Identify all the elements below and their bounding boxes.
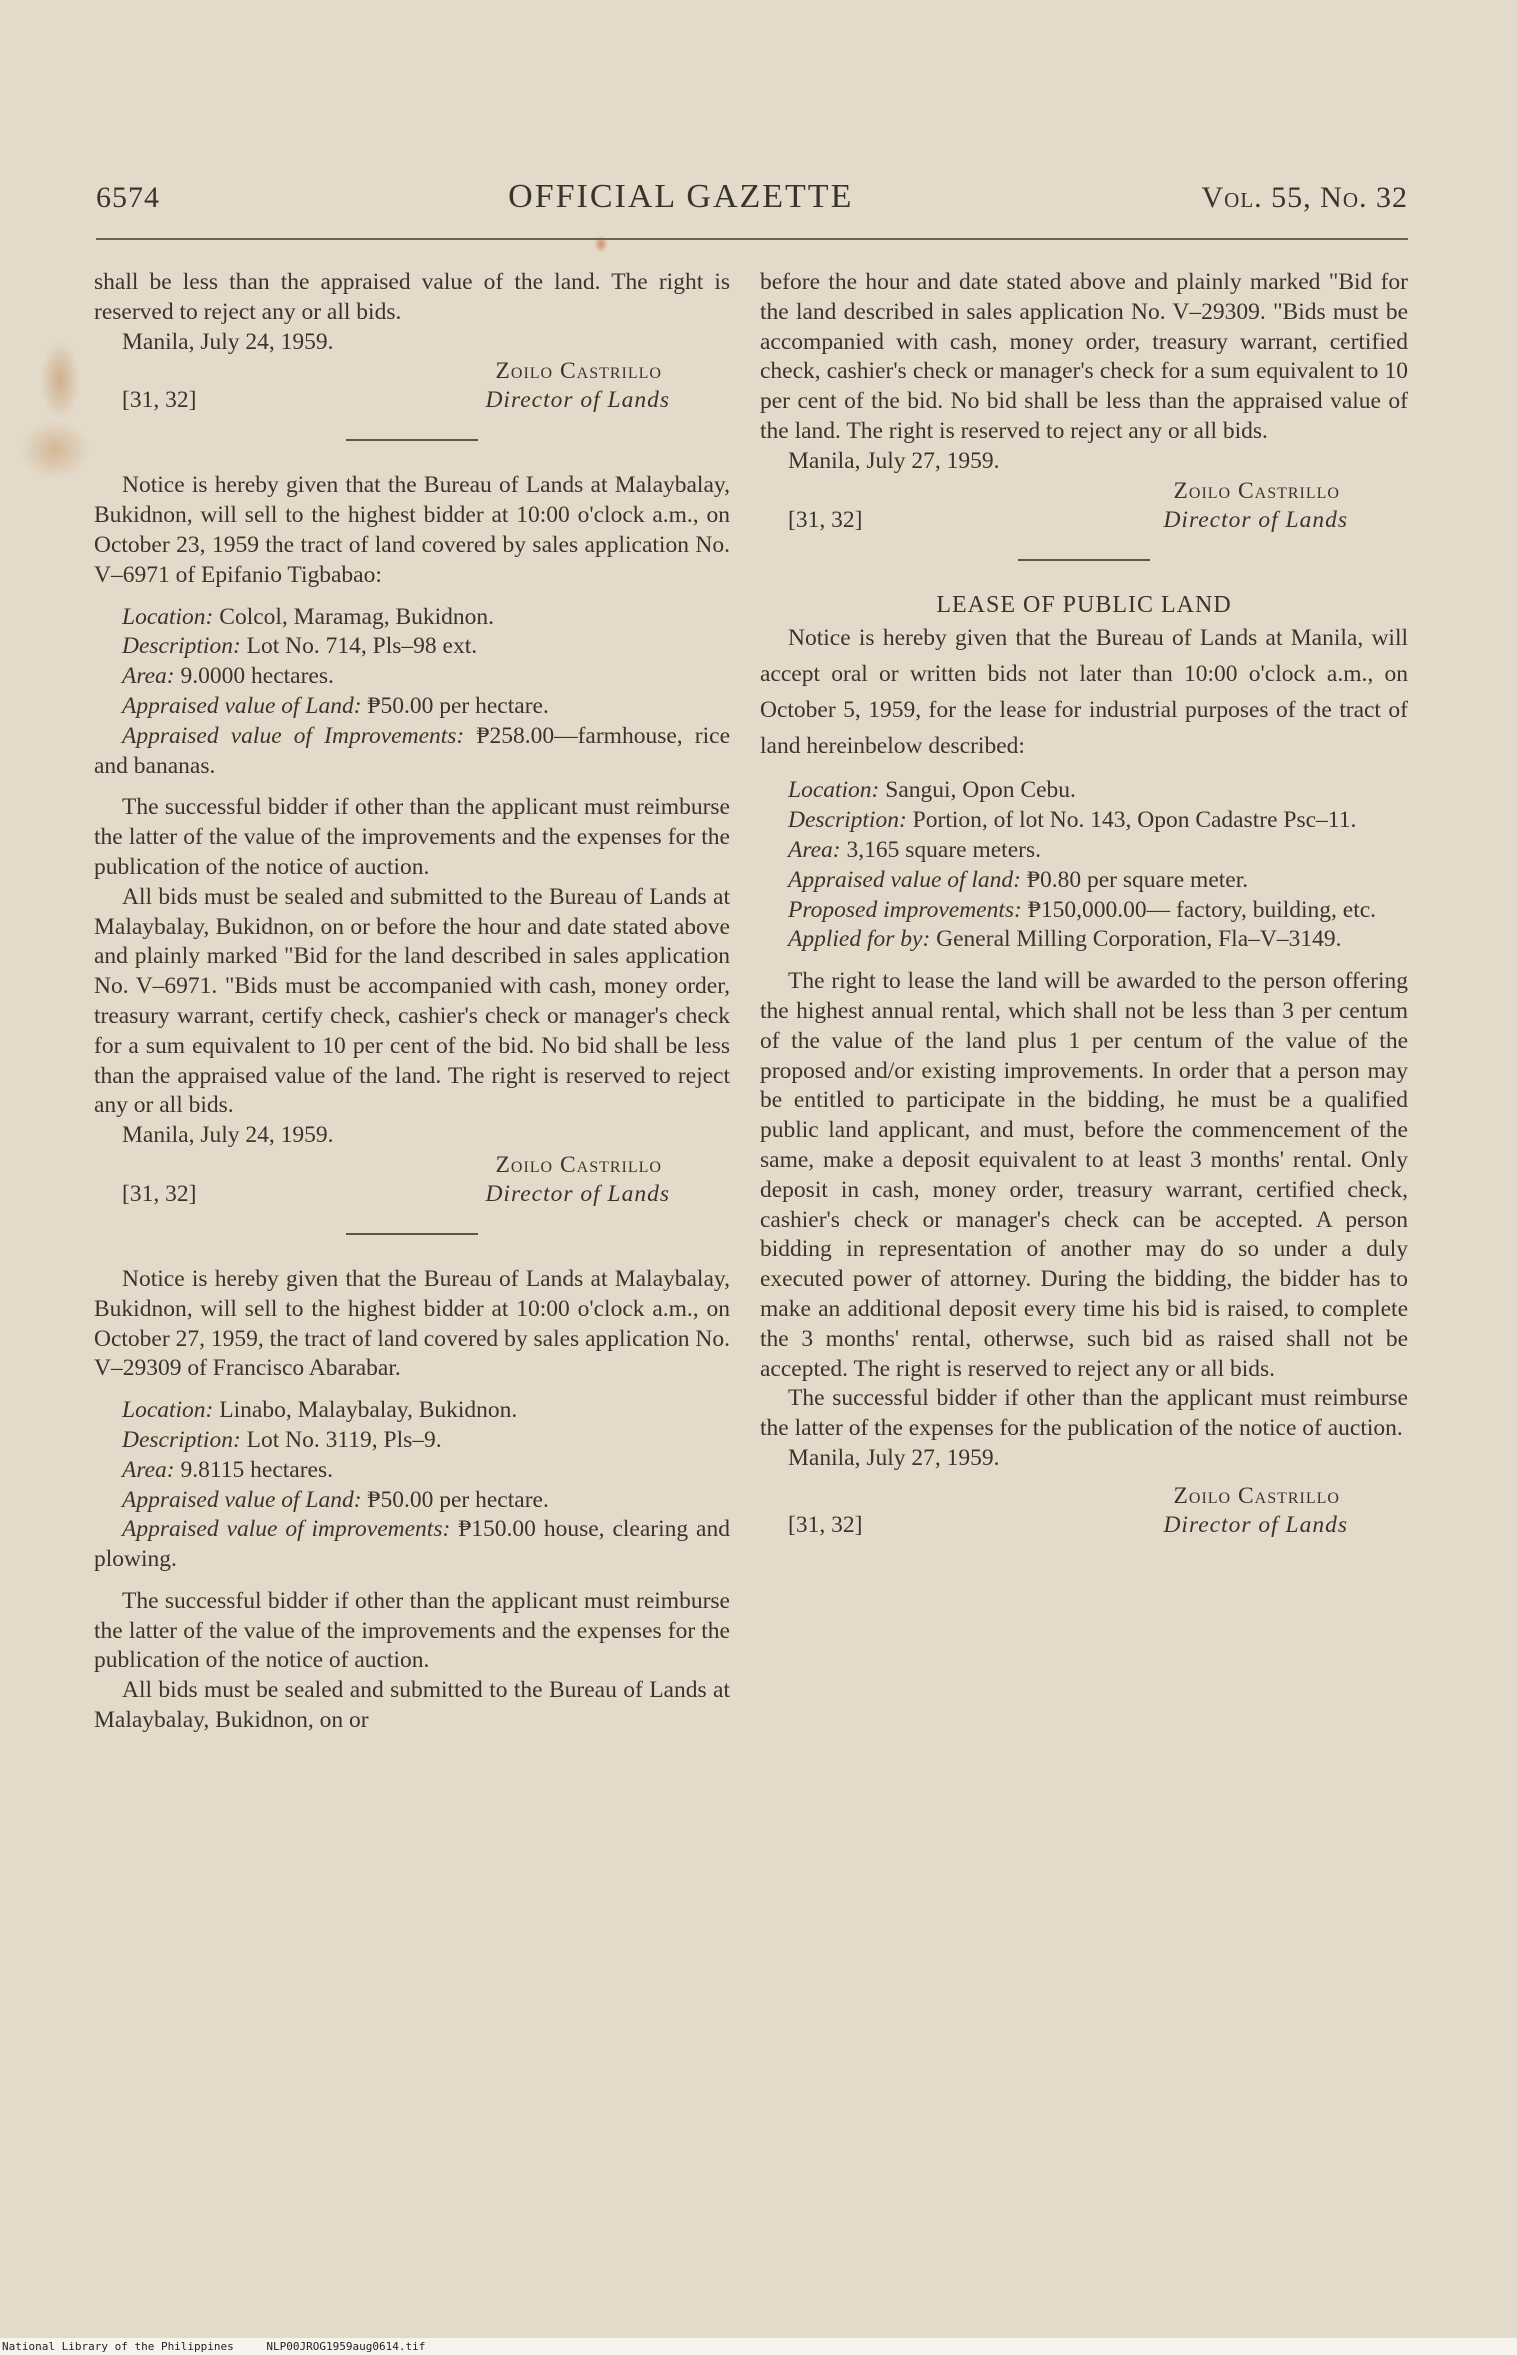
library-credit: National Library of the Philippines (2, 2340, 234, 2353)
issue-reference: [31, 32] (788, 506, 863, 533)
field-location: Location: Colcol, Maramag, Bukidnon. (122, 603, 495, 630)
field-area: Area: 9.8115 hectares. (122, 1456, 333, 1483)
field-proposed-improvements: Proposed improvements: ₱150,000.00— factory, building, etc. (788, 896, 1377, 923)
signature-block (760, 1482, 1408, 1542)
scan-footer (0, 2338, 1517, 2355)
section-divider (1018, 559, 1150, 561)
dateline: Manila, July 27, 1959. (788, 447, 1000, 474)
publication-title: OFFICIAL GAZETTE (508, 178, 854, 215)
notice-paragraph: The successful bidder if other than the applicant must reimburse the latter of the expenses for the publication of the notice of auction. (760, 1385, 1408, 1442)
field-location: Location: Sangui, Opon Cebu. (788, 777, 1076, 804)
dateline: Manila, July 24, 1959. (122, 1122, 334, 1149)
signatory-title: Director of Lands (485, 387, 670, 414)
notice-paragraph: All bids must be sealed and submitted to the Bureau of Lands at Malaybalay, Bukidnon, on or (94, 1677, 730, 1734)
notice-paragraph: The right to lease the land will be awarded to the person offering the highest annual rental, which shall not be less than 3 per centum of the value of the land plus 1 per centum of the value of the proposed and/or existing improvements. In order that a person may be entitled to participate in the bidding, he must be a qualified public land applicant, and must, before the commencement of the same, make a deposit equivalent to at least 3 months' rental. Only deposit in cash, money order, treasury warrant, certified check, cashier's check or manager's check can be accepted. A person bidding in representation of another may do so under a duly executed power of attorney. During the bidding, the bidder has to make an additional deposit every time his bid is raised, to complete the 3 months' rental, otherwse, such bid as raised shall not be accepted. The right is reserved to reject any or all bids. (760, 968, 1408, 1382)
field-land-value: Appraised value of Land: ₱50.00 per hectare. (122, 1486, 549, 1513)
signature-block (760, 477, 1408, 537)
page-header (96, 178, 1408, 228)
issue-reference: [31, 32] (788, 1511, 863, 1538)
field-area: Area: 9.0000 hectares. (122, 663, 334, 690)
issue-reference: [31, 32] (122, 387, 197, 414)
field-description: Description: Lot No. 3119, Pls–9. (122, 1426, 442, 1453)
signatory-name: Zoilo Castrillo (495, 358, 662, 385)
continued-text: before the hour and date stated above and plainly marked "Bid for the land described in sales application No. V–29309. "Bids must be accompanied with cash, money order, treasury warrant, certified check, cashier's check or manager's check for a sum equivalent to 10 per cent of the bid. No bid shall be less than the appraised value of the land. The right is reserved to reject any or all bids. (760, 269, 1408, 444)
continued-text: shall be less than the appraised value of the land. The right is reserved to reject any or all bids. (94, 269, 730, 325)
signature-block (94, 1151, 730, 1211)
field-land-value: Appraised value of land: ₱0.80 per square meter. (788, 866, 1249, 893)
paper-stain (20, 420, 90, 480)
right-column (760, 268, 1408, 1542)
signatory-title: Director of Lands (1163, 1511, 1348, 1538)
field-applicant: Applied for by: General Milling Corporation, Fla–V–3149. (788, 926, 1342, 953)
signatory-title: Director of Lands (1163, 506, 1348, 533)
volume-number: Vol. 55, No. 32 (1201, 181, 1408, 214)
field-land-value: Appraised value of Land: ₱50.00 per hectare. (122, 692, 549, 719)
notice-intro: Notice is hereby given that the Bureau of Lands at Manila, will accept oral or written bids not later than 10:00 o'clock a.m., on October 5, 1959, for the lease for industrial purposes of the tract of land hereinbelow described: (760, 625, 1408, 760)
page-number: 6574 (96, 181, 160, 214)
signatory-title: Director of Lands (485, 1180, 670, 1207)
scan-filename: NLP00JROG1959aug0614.tif (266, 2340, 426, 2353)
section-heading: LEASE OF PUBLIC LAND (936, 591, 1232, 618)
field-area: Area: 3,165 square meters. (788, 836, 1041, 863)
left-column (94, 268, 730, 1736)
notice-intro: Notice is hereby given that the Bureau of Lands at Malaybalay, Bukidnon, will sell to the highest bidder at 10:00 o'clock a.m., on October 23, 1959 the tract of land covered by sales application No. V–6971 of Epifanio Tigbabao: (94, 472, 730, 588)
notice-paragraph: The successful bidder if other than the applicant must reimburse the latter of the value of the improvements and the expenses for the publication of the notice of auction. (94, 1587, 730, 1674)
dateline: Manila, July 27, 1959. (788, 1444, 1000, 1471)
paper-stain (40, 340, 80, 420)
dateline: Manila, July 24, 1959. (122, 328, 334, 355)
field-improvements-value: Appraised value of improvements: ₱150.00 house, clearing and plowing. (94, 1516, 730, 1573)
field-improvements-value: Appraised value of Improvements: ₱258.00—farmhouse, rice and bananas. (94, 722, 730, 779)
header-rule (96, 238, 1408, 240)
signatory-name: Zoilo Castrillo (1173, 477, 1340, 504)
signature-block (94, 357, 730, 417)
field-location: Location: Linabo, Malaybalay, Bukidnon. (122, 1397, 518, 1424)
signatory-name: Zoilo Castrillo (1173, 1482, 1340, 1509)
notice-paragraph: All bids must be sealed and submitted to the Bureau of Lands at Malaybalay, Bukidnon, on or before the hour and date stated above and plainly marked "Bid for the land described in sales application No. V–6971. "Bids must be accompanied with cash, money order, treasury warrant, certify check, cashier's check or manager's check for a sum equivalent to 10 per cent of the bid. No bid shall be less than the appraised value of the land. The right is reserved to reject any or all bids. (94, 883, 730, 1119)
notice-paragraph: The successful bidder if other than the applicant must reimburse the latter of the value of the improvements and the expenses for the publication of the notice of auction. (94, 794, 730, 880)
section-divider (346, 1233, 478, 1235)
section-divider (346, 439, 478, 441)
field-description: Description: Portion, of lot No. 143, Opon Cadastre Psc–11. (788, 807, 1357, 834)
notice-intro: Notice is hereby given that the Bureau of Lands at Malaybalay, Bukidnon, will sell to the highest bidder at 10:00 o'clock a.m., on October 27, 1959, the tract of land covered by sales application No. V–29309 of Francisco Abarabar. (94, 1265, 730, 1382)
field-description: Description: Lot No. 714, Pls–98 ext. (122, 633, 478, 660)
issue-reference: [31, 32] (122, 1180, 197, 1207)
signatory-name: Zoilo Castrillo (495, 1151, 662, 1178)
